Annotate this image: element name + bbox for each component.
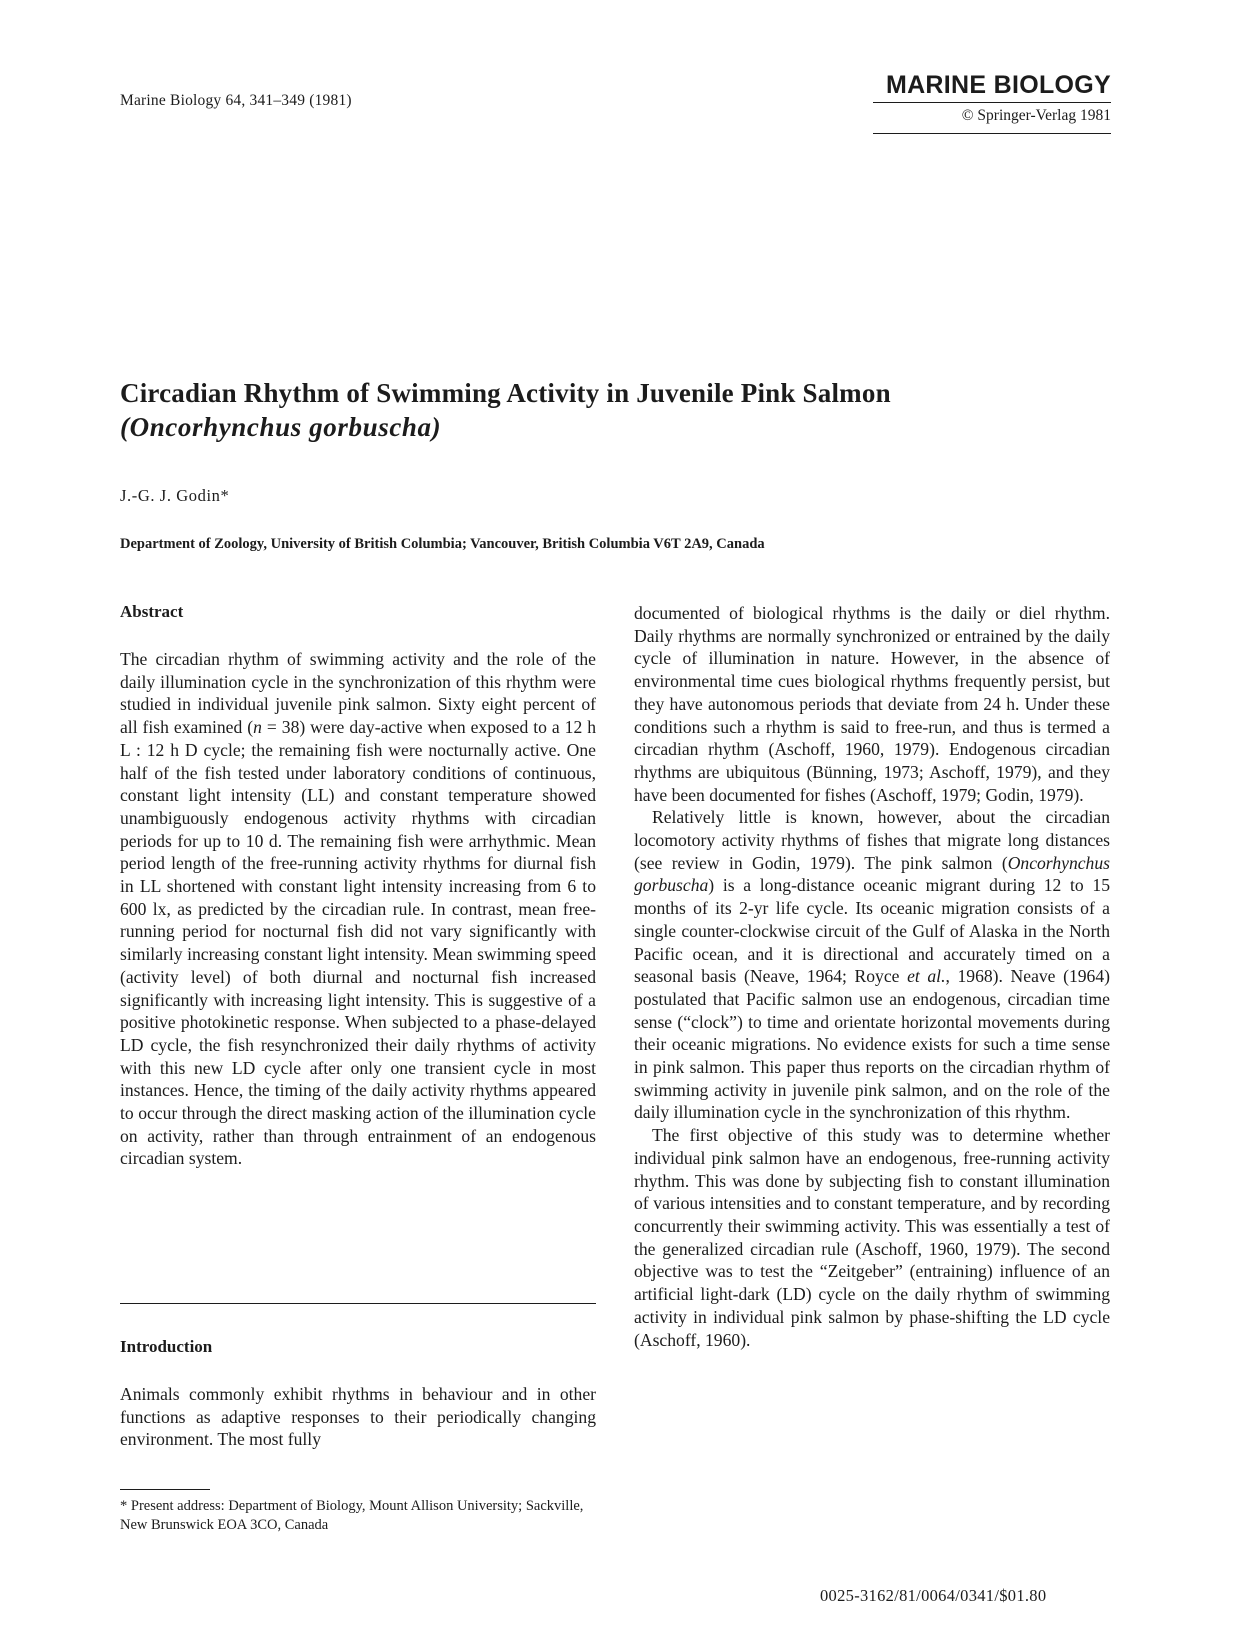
footnote-divider [120, 1489, 210, 1490]
introduction-paragraph-1: Animals commonly exhibit rhythms in behaviour and in other functions as adaptive responses to their periodically changing environment. The most fully [120, 1384, 596, 1450]
abstract-heading: Abstract [120, 602, 184, 621]
journal-name: MARINE BIOLOGY [873, 70, 1111, 103]
journal-citation: Marine Biology 64, 341–349 (1981) [120, 92, 352, 109]
introduction-paragraph-3: The first objective of this study was to determine whether individual pink salmon have an endogenous, free-running activity rhythm. This was done by subjecting fish to constant illumination of various intensities and to constant temperature, and by recording concurrently their swimming activity. This was essentially a test of the generalized circadian rule (Aschoff, 1960, 1979). The second objective was to test the “Zeitgeber” (entraining) influence of an artificial light-dark (LD) cycle on the daily rhythm of swimming activity in individual pink salmon by phase-shifting the LD cycle (Aschoff, 1960). [634, 1125, 1110, 1350]
introduction-heading: Introduction [120, 1337, 213, 1356]
section-divider [120, 1303, 596, 1304]
right-column [634, 602, 1110, 1351]
left-column [120, 602, 596, 1170]
footnote: * Present address: Department of Biology, Mount Allison University; Sackville, New Brunswick EOA 3CO, Canada [120, 1498, 584, 1533]
introduction-section [120, 1337, 596, 1451]
abstract-text: The circadian rhythm of swimming activity and the role of the daily illumination cycle in the synchronization of this rhythm were studied in individual juvenile pink salmon. Sixty eight percent of all fish examined (n = 38) were day-active when exposed to a 12 h L : 12 h D cycle; the remaining fish were nocturnally active. One half of the fish tested under laboratory conditions of continuous, constant light intensity (LL) and constant temperature showed unambiguously endogenous activity rhythms with circadian periods for up to 10 d. The remaining fish were arrhythmic. Mean period length of the free-running activity rhythms for diurnal fish in LL shortened with constant light intensity increasing from 6 to 600 lx, as predicted by the circadian rule. In contrast, mean free-running period for nocturnal fish did not vary significantly with similarly increasing constant light intensity. Mean swimming speed (activity level) of both diurnal and nocturnal fish increased significantly with increasing light intensity. This is suggestive of a positive photokinetic response. When subjected to a phase-delayed LD cycle, the fish resynchronized their daily rhythms of activity with this new LD cycle after only one transient cycle in most instances. Hence, the timing of the daily activity rhythms appeared to occur through the direct masking action of the illumination cycle on activity, rather than through entrainment of an endogenous circadian system. [120, 649, 597, 1169]
introduction-paragraph-2: Relatively little is known, however, about the circadian locomotory activity rhythms of fishes that migrate long distances (see review in Godin, 1979). The pink salmon (Oncorhynchus gorbuscha) is a long-distance oceanic migrant during 12 to 15 months of its 2-yr life cycle. Its oceanic migration consists of a single counter-clockwise circuit of the Gulf of Alaska in the North Pacific ocean, and it is directional and accurately timed on a seasonal basis (Neave, 1964; Royce et al., 1968). Neave (1964) postulated that Pacific salmon use an endogenous, circadian time sense (“clock”) to time and orientate horizontal movements during their oceanic migrations. No evidence exists for such a time sense in pink salmon. This paper thus reports on the circadian rhythm of swimming activity in juvenile pink salmon, and on the role of the daily illumination cycle in the synchronization of this rhythm. [634, 807, 1111, 1123]
author-affiliation: Department of Zoology, University of British Columbia; Vancouver, British Columbia V6T 2A9, Canada [120, 536, 765, 552]
introduction-paragraph-1-continued: documented of biological rhythms is the daily or diel rhythm. Daily rhythms are normally synchronized or entrained by the daily cycle of illumination in nature. However, in the absence of environmental time cues biological rhythms frequently persist, but they have autonomous periods that deviate from 24 h. Under these conditions such a rhythm is said to free-run, and thus is termed a circadian rhythm (Aschoff, 1960, 1979). Endogenous circadian rhythms are ubiquitous (Bünning, 1973; Aschoff, 1979), and they have been documented for fishes (Aschoff, 1979; Godin, 1979). [634, 603, 1110, 805]
article-title: Circadian Rhythm of Swimming Activity in Juvenile Pink Salmon [120, 378, 891, 408]
copyright-notice: © Springer-Verlag 1981 [873, 103, 1111, 134]
document-code: 0025-3162/81/0064/0341/$01.80 [820, 1586, 1047, 1605]
article-title-species: (Oncorhynchus gorbuscha) [120, 412, 442, 442]
journal-masthead [873, 70, 1111, 134]
author-name: J.-G. J. Godin* [120, 486, 230, 505]
